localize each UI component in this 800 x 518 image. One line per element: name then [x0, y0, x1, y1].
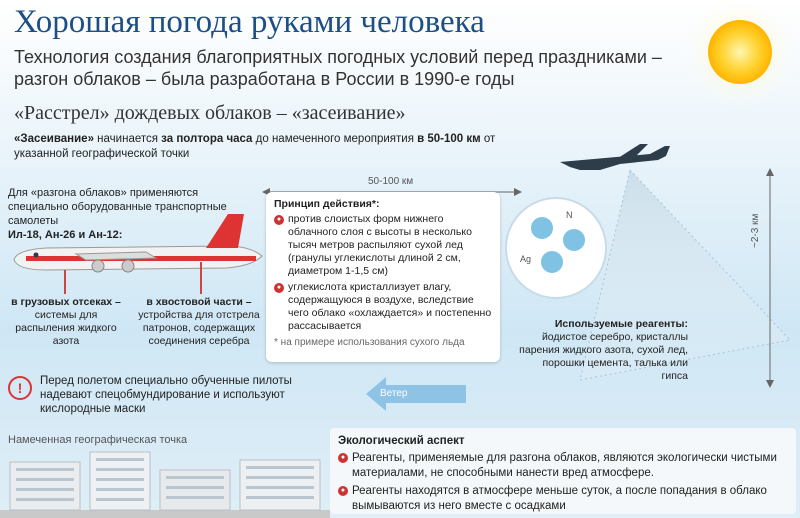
- plane-engine: [92, 260, 104, 272]
- principle-item-text: против слоистых форм нижнего облачного слоя с высоты в несколько тысяч метров распыляют сухой лед (гранулы углекислоты длиной 2 см, диаметром 1-1,5 см): [288, 213, 472, 277]
- bullet-icon: ●: [338, 453, 348, 463]
- eco-heading: Экологический аспект: [338, 435, 465, 447]
- reagents-heading: Используемые реагенты:: [554, 318, 688, 330]
- plane-tail: [206, 214, 244, 248]
- tail-pointer: [200, 262, 202, 294]
- eco-item: [338, 484, 788, 514]
- principle-box: [266, 192, 500, 362]
- warning-text: Перед полетом специально обученные пилоты надевают спецобмундирование и используют кислородные маски: [40, 375, 292, 415]
- principle-heading: Принцип действия*:: [274, 198, 380, 210]
- label-ag: Ag: [520, 254, 532, 264]
- eco-box: [330, 428, 796, 514]
- eco-item-text: Реагенты, применяемые для разгона облаков, являются экологически чистыми материалами, не способными нанести вред атмосфере.: [352, 452, 777, 479]
- page-subtitle: Технология создания благоприятных погодных условий перед праздниками – разгон облаков – была разработана в России в 1990-е годы: [14, 47, 662, 89]
- eco-item-text: Реагенты находятся в атмосфере меньше суток, а после попадания в облако вымываются из него вместе с осадками: [352, 485, 767, 512]
- distance-label: 50-100 км: [368, 176, 414, 187]
- cargo-heading: в грузовых отсеках –: [11, 296, 121, 308]
- eco-item: [338, 451, 788, 481]
- page-title: Хорошая погода руками человека: [14, 4, 485, 40]
- cargo-note: [6, 296, 126, 348]
- seeding-text-3: от указанной географической точки: [14, 133, 496, 160]
- molecule-sphere: [541, 251, 563, 273]
- label-n: N: [566, 210, 573, 220]
- seeding-term: «Засеивание»: [14, 133, 94, 145]
- seeding-text-1: начинается: [93, 133, 162, 145]
- tail-note: [134, 296, 264, 348]
- height-range-arrow: [764, 168, 776, 388]
- reagents-text: йодистое серебро, кристаллы парения жидкого азота, сухой лед, порошки цемента, талька или гипса: [519, 331, 688, 382]
- plane-engine: [122, 260, 134, 272]
- plane-window: [34, 253, 39, 258]
- principle-note: * на примере использования сухого льда: [274, 337, 465, 348]
- bullet-icon: ●: [274, 215, 284, 225]
- target-point-label: Намеченная географическая точка: [8, 434, 188, 446]
- tail-text: устройства для отстрела патронов, содержащих соединения серебра: [138, 309, 260, 347]
- wind-label: Ветер: [380, 388, 408, 399]
- cargo-text: системы для распыления жидкого азота: [15, 309, 117, 347]
- principle-item-text: углекислота кристаллизует влагу, содержащуюся в воздухе, вследствие чего облако «охлаждается» и постепенно рассасывается: [288, 281, 492, 332]
- bullet-icon: ●: [338, 486, 348, 496]
- warning-note: [4, 370, 344, 418]
- city-illustration: [0, 448, 330, 518]
- principle-item: [274, 213, 492, 278]
- plane-models: Ил-18, Ан-26 и Ан-12:: [8, 229, 123, 241]
- tail-heading: в хвостовой части –: [146, 296, 252, 308]
- cargo-pointer: [64, 270, 66, 294]
- plane-wing: [76, 252, 156, 260]
- height-range-label: ~2-3 км: [750, 213, 761, 248]
- warning-icon: !: [8, 376, 32, 400]
- principle-item: [274, 281, 492, 333]
- molecule-sphere: [563, 229, 585, 251]
- seeding-text-2: до намеченного мероприятия: [252, 133, 418, 145]
- reagents-note: [518, 318, 688, 383]
- seeding-text: [14, 132, 534, 162]
- transport-plane-illustration: [6, 206, 268, 292]
- molecule-illustration: [504, 196, 608, 300]
- seeding-time: за полтора часа: [161, 133, 253, 145]
- molecule-sphere: [531, 217, 553, 239]
- plane-silhouette-icon: [560, 144, 670, 170]
- seeding-distance: в 50-100 км: [417, 133, 481, 145]
- sun-icon: [676, 2, 800, 112]
- section-title: «Расстрел» дождевых облаков – «засеивание»: [14, 102, 406, 124]
- planes-intro-text: Для «разгона облаков» применяются специально оборудованные транспортные самолеты: [8, 187, 227, 227]
- bullet-icon: ●: [274, 283, 284, 293]
